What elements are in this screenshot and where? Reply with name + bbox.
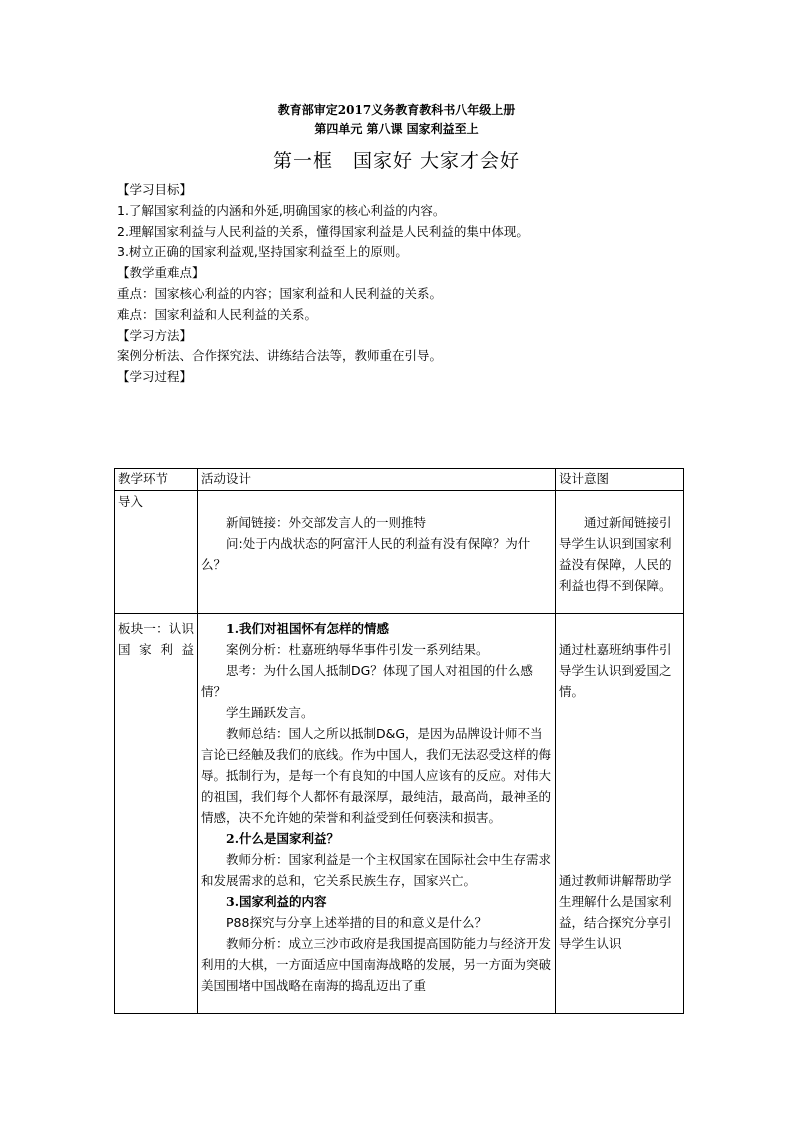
intent-paragraph: 通过新闻链接引导学生认识到国家利益没有保障，人民的利益也得不到保障。 xyxy=(559,515,672,593)
table-row-intro xyxy=(115,491,684,614)
header-cell-intent: 设计意图 xyxy=(556,469,684,491)
activity-paragraph: P88探究与分享上述举措的目的和意义是什么？ xyxy=(226,915,487,930)
header-cell-activity: 活动设计 xyxy=(198,469,556,491)
objective-item: 2.理解国家利益与人民利益的关系，懂得国家利益是人民利益的集中体现。 xyxy=(117,223,529,239)
intent-cell xyxy=(556,614,684,1014)
activity-subheading: 3.国家利益的内容 xyxy=(226,894,327,909)
stage-label: 板块一：认识国家利益 xyxy=(118,621,194,657)
difficult-point-item: 难点：国家利益和人民利益的关系。 xyxy=(117,306,318,322)
activity-cell xyxy=(198,614,556,1014)
intent-paragraph: 通过教师讲解帮助学生理解什么是国家利益，结合探究分享引导学生认识 xyxy=(559,873,672,951)
key-point-item: 重点：国家核心利益的内容；国家利益和人民利益的关系。 xyxy=(117,285,443,301)
activity-paragraph: 学生踊跃发言。 xyxy=(226,705,314,720)
activity-paragraph: 新闻链接：外交部发言人的一则推特 xyxy=(226,515,427,530)
activity-paragraph: 教师分析：成立三沙市政府是我国提高国防能力与经济开发利用的大棋，一方面适应中国南海战略的发展，另一方面为突破美国围堵中国战略在南海的捣乱迈出了重 xyxy=(201,936,552,993)
stage-cell xyxy=(115,614,198,1014)
textbook-header: 教育部审定2017义务教育教科书八年级上册 xyxy=(277,103,516,117)
header-cell-stage: 教学环节 xyxy=(115,469,198,491)
table-header-row xyxy=(115,469,684,491)
objective-item: 3.树立正确的国家利益观,坚持国家利益至上的原则。 xyxy=(117,244,408,260)
stage-label: 导入 xyxy=(118,494,144,509)
methods-text: 案例分析法、合作探究法、讲练结合法等，教师重在引导。 xyxy=(117,348,443,364)
intro-section xyxy=(117,180,687,388)
page-title: 第一框 国家好 大家才会好 xyxy=(272,150,521,172)
activity-paragraph: 教师总结：国人之所以抵制D&G，是因为品牌设计师不当言论已经触及我们的底线。作为中国人，我们无法忍受这样的侮辱。抵制行为，是每一个有良知的中国人应该有的反应。对伟大的祖国，我们每个人都怀有最深厚，最纯洁，最高尚，最神圣的情感，决不允许她的荣誉和利益受到任何亵渎和损害。 xyxy=(201,726,552,825)
section-heading-key-points: 【教学重难点】 xyxy=(117,265,205,281)
intent-cell xyxy=(556,491,684,614)
activity-paragraph: 问:处于内战状态的阿富汗人民的利益有没有保障？为什么？ xyxy=(201,536,531,572)
section-heading-methods: 【学习方法】 xyxy=(117,327,193,343)
stage-cell xyxy=(115,491,198,614)
activity-paragraph: 思考：为什么国人抵制DG？体现了国人对祖国的什么感情？ xyxy=(201,663,533,699)
section-heading-process: 【学习过程】 xyxy=(117,369,193,385)
activity-cell xyxy=(198,491,556,614)
activity-paragraph: 教师分析：国家利益是一个主权国家在国际社会中生存需求和发展需求的总和，它关系民族生存，国家兴亡。 xyxy=(201,852,552,888)
activity-subheading: 2.什么是国家利益？ xyxy=(226,831,340,846)
objective-item: 1.了解国家利益的内涵和外延,明确国家的核心利益的内容。 xyxy=(117,202,446,218)
activity-paragraph: 案例分析：杜嘉班纳辱华事件引发一系列结果。 xyxy=(226,642,489,657)
intent-paragraph: 通过杜嘉班纳事件引导学生认识到爱国之情。 xyxy=(559,642,672,699)
lesson-plan-table xyxy=(114,468,684,1014)
section-heading-objectives: 【学习目标】 xyxy=(117,182,193,197)
unit-lesson-header: 第四单元 第八课 国家利益至上 xyxy=(314,122,479,136)
table-row-module-one xyxy=(115,614,684,1014)
activity-subheading: 1.我们对祖国怀有怎样的情感 xyxy=(226,621,390,636)
